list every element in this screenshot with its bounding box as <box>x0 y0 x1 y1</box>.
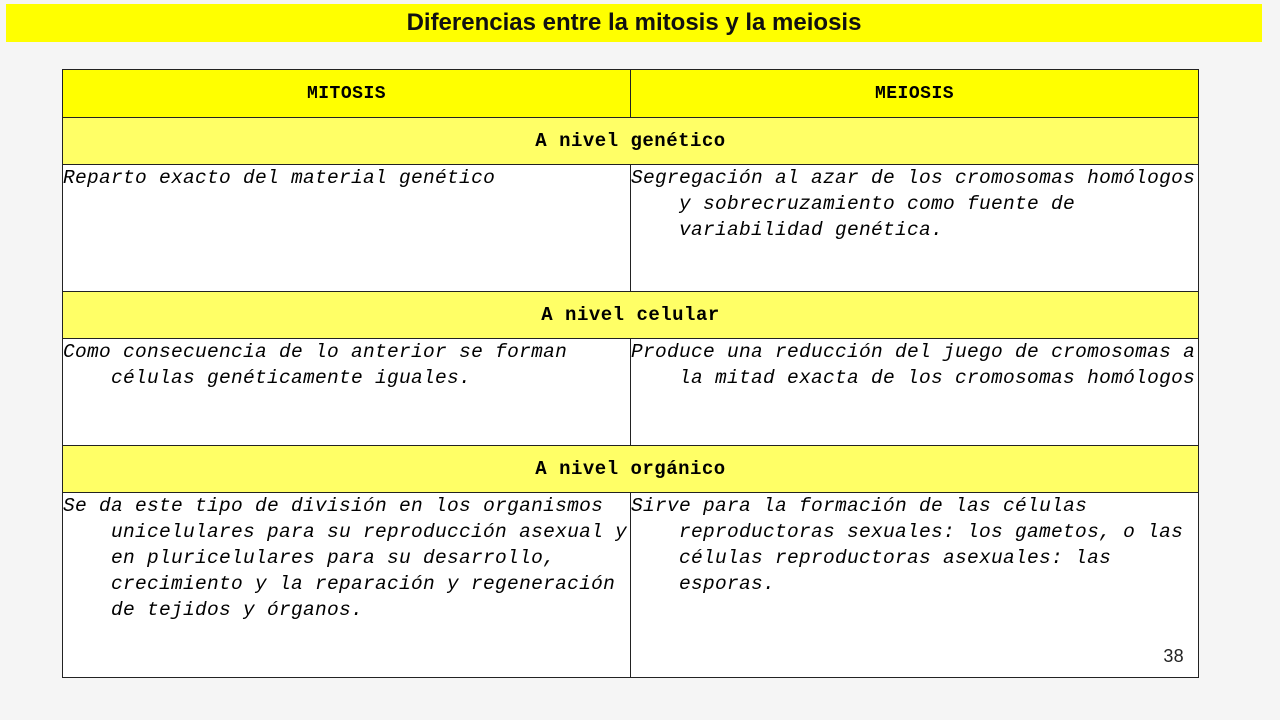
table-row <box>63 339 1199 446</box>
cell-text: Se da este tipo de división en los organismos unicelulares para su reproducción asexual y en pluricelulares para su desarrollo, crecimiento y la reparación y regeneración de tejidos y órganos. <box>63 495 628 621</box>
cell-meiosis-organic <box>631 493 1199 678</box>
section-row <box>63 446 1199 493</box>
table-row <box>63 165 1199 292</box>
section-label-genetic: A nivel genético <box>63 118 1199 165</box>
table-header-row <box>63 70 1199 118</box>
cell-mitosis-cellular <box>63 339 631 446</box>
section-row <box>63 292 1199 339</box>
cell-meiosis-genetic <box>631 165 1199 292</box>
cell-text: Sirve para la formación de las células reproductoras sexuales: los gametos, o las células reproductoras asexuales: las esporas. <box>631 495 1184 595</box>
header-meiosis: MEIOSIS <box>631 70 1199 118</box>
page-title: Diferencias entre la mitosis y la meiosis <box>6 4 1262 42</box>
table-row <box>63 493 1199 678</box>
page-number: 38 <box>1163 646 1184 666</box>
section-row <box>63 118 1199 165</box>
cell-meiosis-cellular <box>631 339 1199 446</box>
cell-text: Reparto exacto del material genético <box>63 167 496 189</box>
comparison-table <box>62 69 1199 678</box>
header-mitosis: MITOSIS <box>63 70 631 118</box>
cell-text: Como consecuencia de lo anterior se forman células genéticamente iguales. <box>63 341 568 389</box>
cell-text: Produce una reducción del juego de cromosomas a la mitad exacta de los cromosomas homólogos <box>631 341 1196 389</box>
section-label-organic: A nivel orgánico <box>63 446 1199 493</box>
cell-text: Segregación al azar de los cromosomas homólogos y sobrecruzamiento como fuente de variabilidad genética. <box>631 167 1196 241</box>
cell-mitosis-genetic <box>63 165 631 292</box>
cell-mitosis-organic <box>63 493 631 678</box>
section-label-cellular: A nivel celular <box>63 292 1199 339</box>
